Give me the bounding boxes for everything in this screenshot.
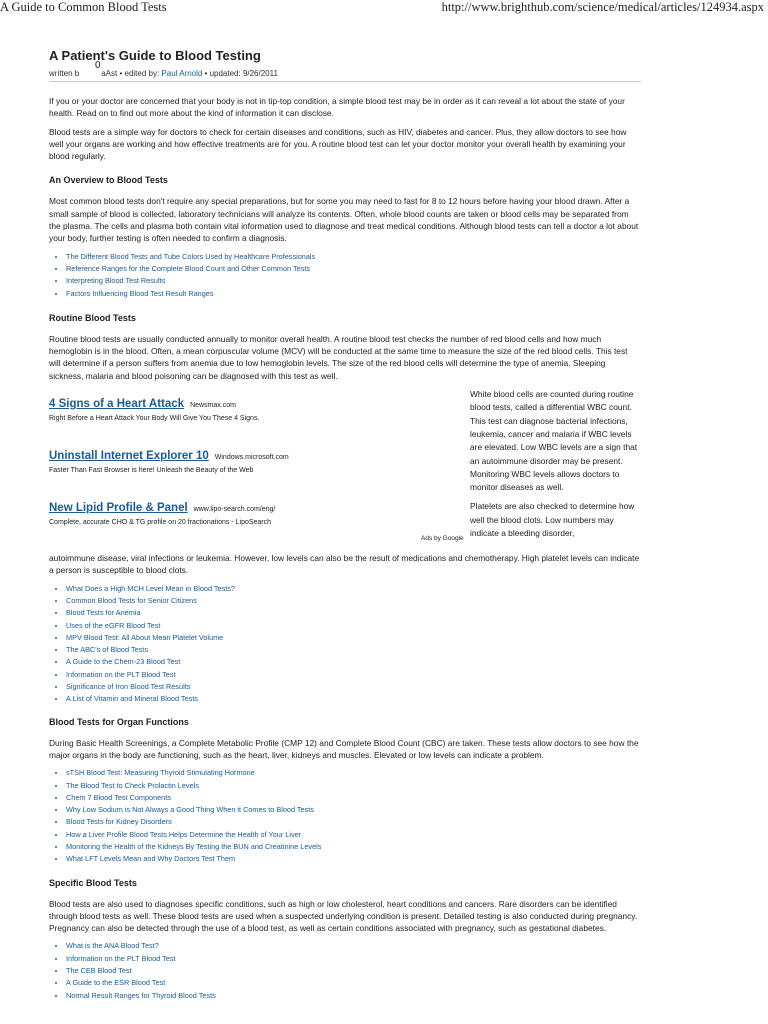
list-item[interactable]: • The Blood Test to Check Prolactin Levels xyxy=(66,780,641,792)
list-item[interactable]: • Common Blood Tests for Senior Citizens xyxy=(66,595,641,607)
list-item[interactable]: • Monitoring the Health of the Kidneys By Testing the BUN and Creatinine Levels xyxy=(66,841,641,853)
routine-heading: Routine Blood Tests xyxy=(49,312,136,323)
list-item[interactable]: • MPV Blood Test: All About Mean Platelet Volume xyxy=(66,632,641,644)
list-item[interactable]: • A List of Vitamin and Mineral Blood Tests xyxy=(66,693,641,705)
specific-paragraph: Blood tests are also used to diagnoses specific conditions, such as high or low cholesterol, heart conditions and cancers. Rare disorders can be identified through blood tests as well. These blood tests are used when a suspected underlying condition is present. Detailed testing is also conducted during pregnancy. Pregnancy can also be detected through the use of a blood test, as well as certain conditions associated with pregnancy, such as gestational diabetes. xyxy=(49,898,638,934)
specific-heading: Specific Blood Tests xyxy=(49,877,137,888)
overview-links xyxy=(49,251,641,300)
ads-by-google-credit[interactable]: Ads by Google xyxy=(421,535,464,543)
ad-domain: Newsmax.com xyxy=(190,402,236,410)
ad-description: Right Before a Heart Attack Your Body Will Give You These 4 Signs. xyxy=(49,415,260,423)
byline-prefix: written b xyxy=(49,69,80,78)
article-title xyxy=(49,48,641,71)
comment-count-badge[interactable]: 0 xyxy=(95,60,101,71)
list-item[interactable]: • Information on the PLT Blood Test xyxy=(66,669,641,681)
article xyxy=(49,48,641,1002)
ad-block[interactable] xyxy=(49,446,449,474)
ad-block[interactable] xyxy=(49,498,449,526)
list-item[interactable]: • The Different Blood Tests and Tube Colors Used by Healthcare Professionals xyxy=(66,251,641,263)
list-item[interactable]: • Blood Tests for Kidney Disorders xyxy=(66,816,641,828)
list-item[interactable]: • What is the ANA Blood Test? xyxy=(66,940,641,952)
overview-heading: An Overview to Blood Tests xyxy=(49,175,168,186)
list-item[interactable]: • What Does a High MCH Level Mean in Blood Tests? xyxy=(66,583,641,595)
ad-title-link[interactable]: Uninstall Internet Explorer 10 xyxy=(49,450,209,463)
ad-domain: www.lipo-search.com/eng/ xyxy=(193,506,276,514)
organ-paragraph: During Basic Health Screenings, a Complete Metabolic Profile (CMP 12) and Complete Blood Count (CBC) are taken. These tests allow doctors to see how the major organs in the body are functioning, such as the heart, liver, kidneys and muscles. Elevated or low levels can indicate a problem. xyxy=(49,737,639,760)
routine-paragraph: Routine blood tests are usually conducted annually to monitor overall health. A routine blood test checks the number of red blood cells and how much hemoglobin is in the blood. Often, a mean corpuscular volume (MCV) will be conducted at the same time to measure the size of the red blood cells. This test will determine if a person suffers from anemia due to low hemoglobin levels. The size of the red blood cells will determine the type of anemia. Sleeping sickness, malaria and blood poisoning can be diagnosed with this test as well. xyxy=(49,333,628,381)
intro-paragraph-2: Blood tests are a simple way for doctors to check for certain diseases and conditions, such as HIV, diabetes and cancer. Plus, they allow doctors to see how well your organs are working and how effective treatments are for you. A routine blood test can let your doctor monitor your overall health by examining your blood regularly. xyxy=(49,126,627,162)
byline-partial: aAst • edited by: xyxy=(101,69,162,78)
list-item[interactable]: • Information on the PLT Blood Test xyxy=(66,953,641,965)
intro-paragraph-1: If you or your doctor are concerned that your body is not in tip-top condition, a simple blood test may be in order as it can reveal a lot about the state of your health. Read on to find out more about the kind of information it can disclose. xyxy=(49,96,625,119)
list-item[interactable]: • Why Low Sodium is Not Always a Good Thing When it Comes to Blood Tests xyxy=(66,804,641,816)
routine-links xyxy=(49,583,641,706)
list-item[interactable]: • A Guide to the Chem-23 Blood Test xyxy=(66,656,641,668)
side-column xyxy=(470,388,642,540)
editor-link[interactable]: Paul Arnold xyxy=(161,69,203,78)
platelets-paragraph-continued: autoimmune disease, viral infections or leukemia. However, low levels can also be the result of medications and chemotherapy. High platelet levels can indicate a person is susceptible to blood clots. xyxy=(49,553,640,576)
list-item[interactable]: • sTSH Blood Test: Measuring Thyroid Stimulating Hormone xyxy=(66,767,641,779)
organ-heading: Blood Tests for Organ Functions xyxy=(49,716,189,727)
list-item[interactable]: • What LFT Levels Mean and Why Doctors Test Them xyxy=(66,853,641,865)
ad-block[interactable] xyxy=(49,394,449,422)
list-item[interactable]: • Uses of the eGFR Blood Test xyxy=(66,620,641,632)
print-header-url: http://www.brighthub.com/science/medical/articles/124934.aspx xyxy=(441,0,764,14)
specific-links xyxy=(49,940,641,1001)
ads-and-sidebar xyxy=(49,388,641,552)
article-title-text: A Patient's Guide to Blood Testing xyxy=(49,48,261,63)
list-item[interactable]: • Chem 7 Blood Test Components xyxy=(66,792,641,804)
list-item[interactable]: • The CEB Blood Test xyxy=(66,965,641,977)
byline-updated: • updated: 9/26/2011 xyxy=(202,69,278,78)
print-header-title: A Guide to Common Blood Tests xyxy=(0,0,167,14)
list-item[interactable]: • Significance of Iron Blood Test Results xyxy=(66,681,641,693)
platelets-paragraph: Platelets are also checked to determine how well the blood clots. Low numbers may indicate a bleeding disorder, xyxy=(470,501,635,539)
list-item[interactable]: • The ABC's of Blood Tests xyxy=(66,644,641,656)
list-item[interactable]: • Interpreting Blood Test Results xyxy=(66,275,641,287)
byline xyxy=(49,68,641,82)
ad-title-link[interactable]: 4 Signs of a Heart Attack xyxy=(49,398,185,411)
list-item[interactable]: • How a Liver Profile Blood Tests Helps Determine the Health of Your Liver xyxy=(66,829,641,841)
print-header xyxy=(0,0,768,16)
overview-paragraph: Most common blood tests don't require any special preparations, but for some you may need to fast for 8 to 12 hours before having your blood drawn. After a small sample of blood is collected, laboratory technicians will analyze its contents. Often, whole blood counts are taken or blood cells may be separated from the plasma. The cells and plasma both contain vital information used to diagnose and treat medical conditions. Although blood tests can tell a doctor a lot about your body, further testing is often needed to confirm a diagnosis. xyxy=(49,196,639,244)
ad-title-link[interactable]: New Lipid Profile & Panel xyxy=(49,502,188,515)
list-item[interactable]: • Blood Tests for Anemia xyxy=(66,607,641,619)
list-item[interactable]: • Reference Ranges for the Complete Blood Count and Other Common Tests xyxy=(66,263,641,275)
organ-links xyxy=(49,767,641,865)
ad-description: Complete, accurate CHO & TG profile on 20 fractionations - LipoSearch xyxy=(49,519,272,527)
wbc-paragraph: White blood cells are counted during routine blood tests, called a differential WBC count. This test can diagnose bacterial infections, leukemia, cancer and malaria if WBC levels are elevated. Low WBC levels are a sign that an autoimmune disorder may be present. Monitoring WBC levels allows doctors to monitor diseases as well. xyxy=(470,389,638,493)
list-item[interactable]: • Normal Result Ranges for Thyroid Blood Tests xyxy=(66,990,641,1002)
list-item[interactable]: • Factors Influencing Blood Test Result Ranges xyxy=(66,288,641,300)
ad-domain: Windows.microsoft.com xyxy=(214,454,289,462)
list-item[interactable]: • A Guide to the ESR Blood Test xyxy=(66,977,641,989)
ad-description: Faster Than Fast Browser is here! Unleash the Beauty of the Web xyxy=(49,467,254,475)
